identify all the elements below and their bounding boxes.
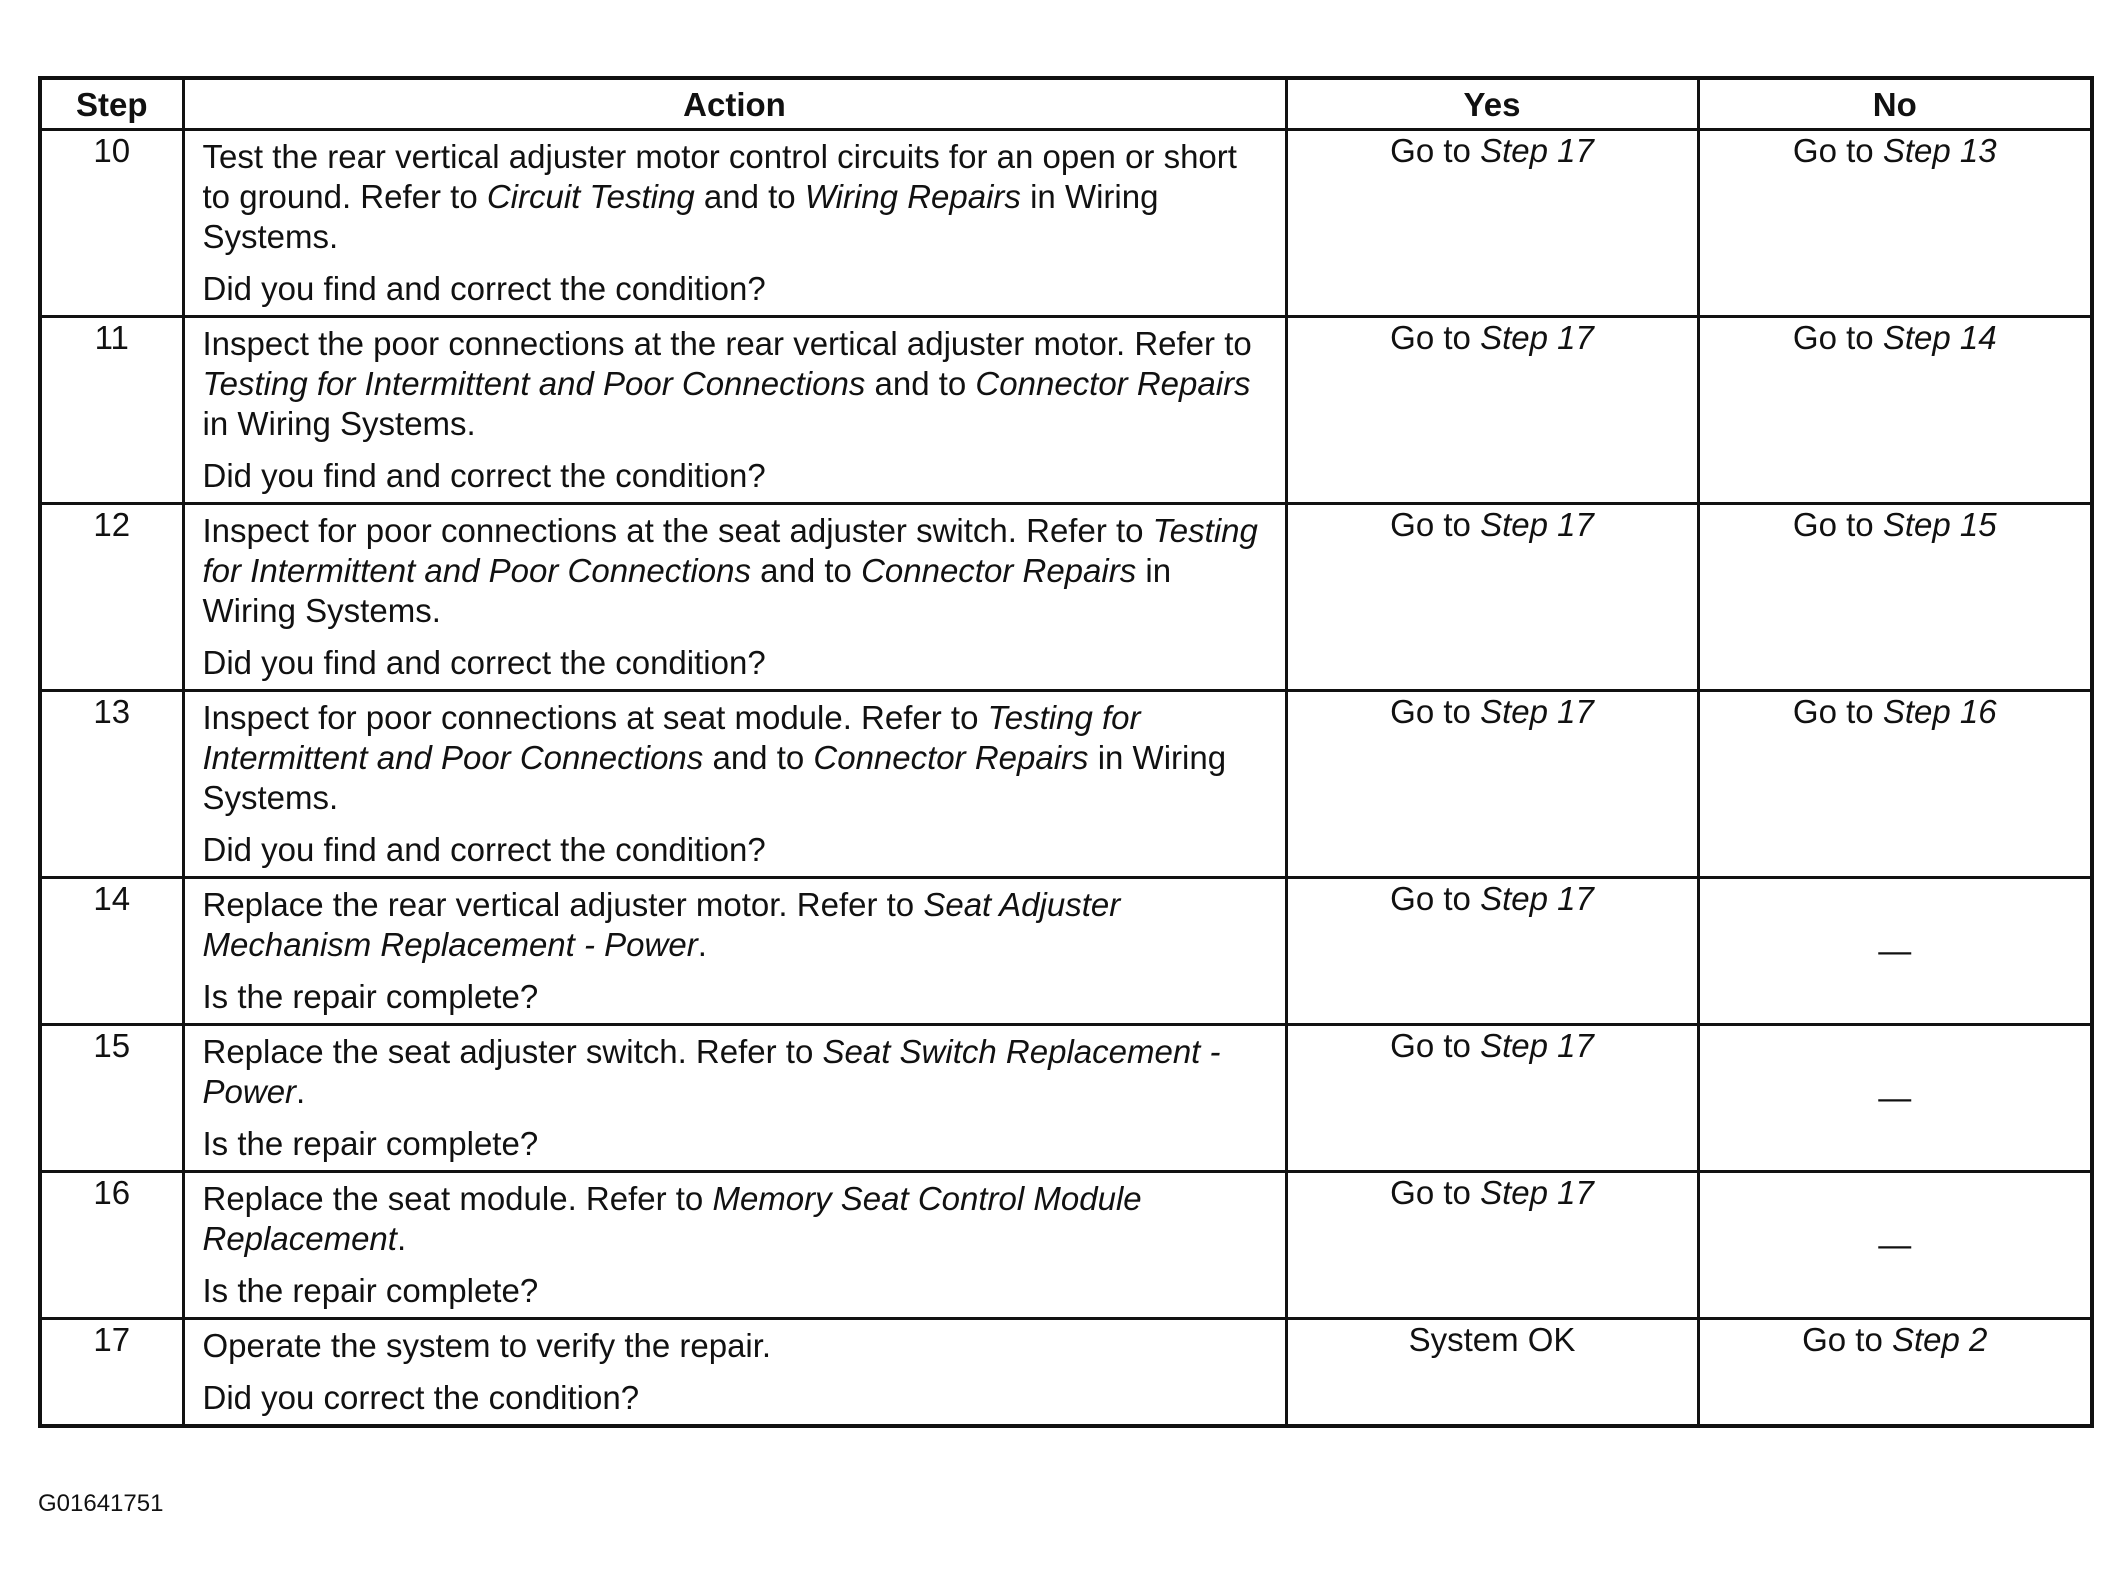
action-cell: [183, 1025, 1286, 1172]
action-question: Did you correct the condition?: [202, 1379, 640, 1416]
step-number: 11: [40, 317, 183, 504]
header-no: No: [1698, 78, 2092, 130]
reference-link-text: Connector Repairs: [975, 365, 1251, 402]
table-body: [40, 130, 2092, 1427]
header-yes: Yes: [1286, 78, 1698, 130]
text-segment: Go to: [1390, 319, 1481, 356]
action-cell: [183, 130, 1286, 317]
text-segment: Replace the seat adjuster switch. Refer to: [202, 1033, 823, 1070]
text-segment: Inspect the poor connections at the rear vertical adjuster motor. Refer to: [202, 325, 1252, 362]
yes-result: [1286, 130, 1698, 317]
no-result: [1698, 317, 2092, 504]
text-segment: Go to: [1390, 880, 1481, 917]
action-question: Did you find and correct the condition?: [202, 270, 766, 307]
header-row: [40, 78, 2092, 130]
no-result-none: [1698, 1025, 2092, 1172]
reference-link-text: Step 17: [1480, 319, 1594, 356]
reference-link-text: Testing for Intermittent and Poor Connections: [202, 365, 866, 402]
yes-result: [1286, 1319, 1698, 1427]
reference-link-text: Step 13: [1882, 132, 1997, 169]
reference-link-text: Step 17: [1480, 132, 1594, 169]
no-result: [1698, 130, 2092, 317]
action-question: Did you find and correct the condition?: [202, 644, 766, 681]
action-question: Is the repair complete?: [202, 978, 539, 1015]
table-row: [40, 130, 2092, 317]
text-segment: Go to: [1792, 319, 1883, 356]
step-number: 17: [40, 1319, 183, 1427]
action-text: [203, 511, 1271, 631]
text-segment: Go to: [1390, 1027, 1481, 1064]
no-result: [1698, 691, 2092, 878]
text-segment: Go to: [1390, 1174, 1481, 1211]
reference-link-text: Seat Adjuster Mechanism Replacement - Power: [202, 886, 1121, 963]
table-row: [40, 317, 2092, 504]
text-segment: Go to: [1792, 132, 1883, 169]
text-segment: and to: [703, 739, 814, 776]
reference-link-text: Step 17: [1480, 1174, 1594, 1211]
table-row: [40, 691, 2092, 878]
action-text: [203, 324, 1271, 444]
text-segment: Operate the system to verify the repair.: [202, 1327, 772, 1364]
reference-link-text: Wiring Repairs: [804, 178, 1021, 215]
table-row: [40, 504, 2092, 691]
table-row: [40, 1025, 2092, 1172]
action-cell: [183, 691, 1286, 878]
step-number: 10: [40, 130, 183, 317]
reference-link-text: Seat Switch Replacement - Power: [202, 1033, 1221, 1110]
dash-mark: —: [1878, 1226, 1912, 1263]
text-segment: Go to: [1792, 693, 1883, 730]
reference-link-text: Step 17: [1480, 1027, 1594, 1064]
diagnostic-table-container: [38, 76, 2090, 1428]
action-question: Is the repair complete?: [202, 1272, 539, 1309]
text-segment: Go to: [1390, 693, 1481, 730]
text-segment: in Wiring Systems.: [202, 739, 1227, 816]
text-segment: .: [296, 1073, 306, 1110]
step-number: 14: [40, 878, 183, 1025]
table-row: [40, 1319, 2092, 1427]
text-segment: Replace the seat module. Refer to: [202, 1180, 713, 1217]
yes-result: [1286, 691, 1698, 878]
no-result-none: [1698, 1172, 2092, 1319]
yes-result: [1286, 1172, 1698, 1319]
step-number: 12: [40, 504, 183, 691]
diagnostic-table: [38, 76, 2094, 1428]
action-cell: [183, 504, 1286, 691]
reference-link-text: Step 16: [1882, 693, 1997, 730]
text-segment: in Wiring Systems.: [202, 178, 1159, 255]
step-number: 13: [40, 691, 183, 878]
text-segment: Go to: [1390, 132, 1481, 169]
action-text: [203, 1179, 1271, 1259]
action-text: [203, 885, 1271, 965]
text-segment: Go to: [1792, 506, 1883, 543]
no-result-none: [1698, 878, 2092, 1025]
yes-result: [1286, 317, 1698, 504]
action-text: [203, 698, 1271, 818]
text-segment: Test the rear vertical adjuster motor control circuits for an open or short to ground. Refer to: [202, 138, 1237, 215]
no-result: [1698, 504, 2092, 691]
action-cell: [183, 1319, 1286, 1427]
reference-link-text: Step 15: [1882, 506, 1997, 543]
action-question: Is the repair complete?: [202, 1125, 539, 1162]
text-segment: in Wiring Systems.: [202, 405, 476, 442]
text-segment: Go to: [1390, 506, 1481, 543]
dash-mark: —: [1878, 1079, 1912, 1116]
reference-link-text: Step 17: [1480, 880, 1594, 917]
reference-link-text: Memory Seat Control Module Replacement: [202, 1180, 1142, 1257]
text-segment: .: [697, 926, 707, 963]
action-text: [203, 137, 1271, 257]
action-text: [203, 1032, 1271, 1112]
yes-result: [1286, 1025, 1698, 1172]
reference-link-text: Testing for Intermittent and Poor Connections: [202, 699, 1141, 776]
reference-link-text: Step 17: [1480, 506, 1594, 543]
text-segment: Inspect for poor connections at seat module. Refer to: [202, 699, 988, 736]
figure-id: G01641751: [38, 1490, 164, 1517]
reference-link-text: Step 17: [1480, 693, 1594, 730]
text-segment: and to: [694, 178, 805, 215]
step-number: 15: [40, 1025, 183, 1172]
header-step: Step: [40, 78, 183, 130]
yes-result: [1286, 878, 1698, 1025]
table-row: [40, 1172, 2092, 1319]
step-number: 16: [40, 1172, 183, 1319]
text-segment: and to: [750, 552, 862, 589]
dash-mark: —: [1878, 932, 1912, 969]
text-segment: in Wiring Systems.: [202, 552, 1172, 629]
action-text: [203, 1326, 1271, 1366]
action-question: Did you find and correct the condition?: [202, 457, 766, 494]
reference-link-text: Circuit Testing: [486, 178, 695, 215]
reference-link-text: Step 2: [1891, 1321, 1988, 1358]
no-result: [1698, 1319, 2092, 1427]
text-segment: Inspect for poor connections at the seat adjuster switch. Refer to: [202, 512, 1153, 549]
action-cell: [183, 1172, 1286, 1319]
action-question: Did you find and correct the condition?: [202, 831, 766, 868]
action-cell: [183, 317, 1286, 504]
text-segment: and to: [865, 365, 976, 402]
table-row: [40, 878, 2092, 1025]
reference-link-text: Connector Repairs: [861, 552, 1137, 589]
text-segment: System OK: [1408, 1321, 1576, 1358]
text-segment: Replace the rear vertical adjuster motor. Refer to: [202, 886, 924, 923]
reference-link-text: Connector Repairs: [813, 739, 1089, 776]
action-cell: [183, 878, 1286, 1025]
header-action: Action: [183, 78, 1286, 130]
reference-link-text: Testing for Intermittent and Poor Connections: [202, 512, 1258, 589]
text-segment: .: [396, 1220, 407, 1257]
yes-result: [1286, 504, 1698, 691]
text-segment: Go to: [1802, 1321, 1892, 1358]
reference-link-text: Step 14: [1882, 319, 1997, 356]
